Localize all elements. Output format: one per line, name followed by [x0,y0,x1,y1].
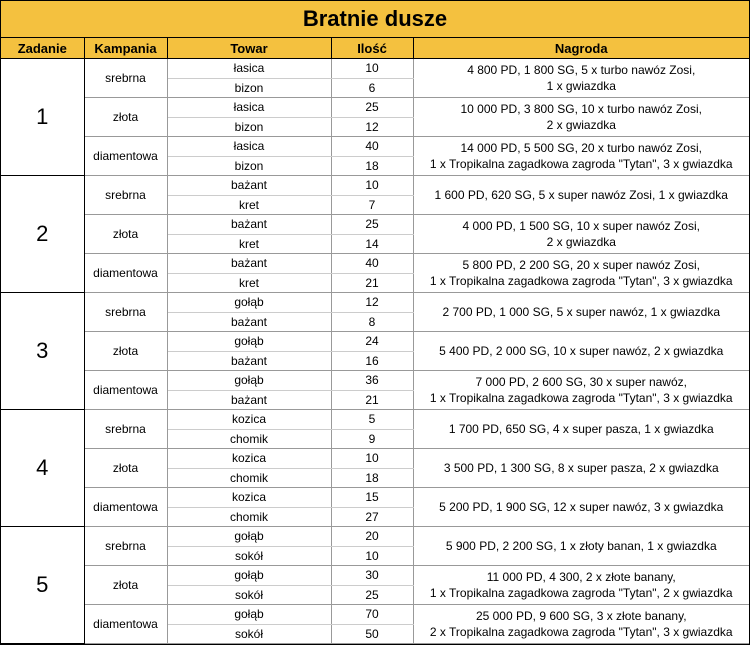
item-towar: bażant [167,176,331,196]
item-ilosc: 25 [331,585,413,605]
item-towar: gołąb [167,332,331,352]
item-ilosc: 70 [331,605,413,625]
item-ilosc: 21 [331,390,413,410]
header-ilosc: Ilość [331,38,413,59]
task-number: 2 [1,176,84,293]
reward-line: 4 000 PD, 1 500 SG, 10 x super nawóz Zosi, [462,219,700,233]
item-ilosc: 18 [331,156,413,176]
reward-cell [413,410,749,449]
reward-cell [413,98,749,137]
reward-cell [413,605,749,644]
item-towar: sokół [167,624,331,644]
header-nagroda: Nagroda [413,38,749,59]
reward-line: 1 x gwiazdka [546,79,616,93]
item-towar: łasica [167,59,331,79]
reward-line: 1 x Tropikalna zagadkowa zagroda "Tytan", 3 x gwiazdka [429,157,733,171]
header-towar: Towar [167,38,331,59]
reward-line: 5 900 PD, 2 200 SG, 1 x złoty banan, 1 x gwiazdka [445,539,717,553]
table-row [1,254,749,274]
item-towar: sokół [167,546,331,566]
item-ilosc: 9 [331,429,413,449]
item-ilosc: 8 [331,312,413,332]
task-number: 4 [1,410,84,527]
item-ilosc: 27 [331,507,413,527]
reward-line: 2 x gwiazdka [546,118,616,132]
item-towar: bizon [167,117,331,137]
item-towar: bizon [167,78,331,98]
table-row [1,410,749,430]
item-ilosc: 10 [331,59,413,79]
table-row [1,566,749,586]
item-towar: bizon [167,156,331,176]
item-ilosc: 5 [331,410,413,430]
campaign-name: srebrna [84,59,167,98]
item-towar: gołąb [167,293,331,313]
table-row [1,332,749,352]
reward-line: 2 700 PD, 1 000 SG, 5 x super nawóz, 1 x gwiazdka [442,305,720,319]
task-number: 3 [1,293,84,410]
reward-line: 5 200 PD, 1 900 SG, 12 x super nawóz, 3 x gwiazdka [439,500,724,514]
table-row [1,137,749,157]
table-row [1,488,749,508]
task-number: 1 [1,59,84,176]
item-towar: kret [167,234,331,254]
table-row [1,293,749,313]
campaign-name: diamentowa [84,605,167,644]
reward-cell [413,215,749,254]
item-towar: chomik [167,429,331,449]
item-towar: bażant [167,312,331,332]
sheet-title: Bratnie dusze [1,1,749,38]
rewards-table [1,38,749,644]
reward-cell [413,137,749,176]
reward-cell [413,371,749,410]
item-towar: kozica [167,488,331,508]
item-towar: chomik [167,507,331,527]
reward-line: 3 500 PD, 1 300 SG, 8 x super pasza, 2 x gwiazdka [443,461,719,475]
item-towar: kozica [167,410,331,430]
campaign-name: srebrna [84,176,167,215]
reward-cell [413,293,749,332]
reward-line: 1 600 PD, 620 SG, 5 x super nawóz Zosi, 1 x gwiazdka [434,188,728,202]
item-ilosc: 21 [331,273,413,293]
task-number: 5 [1,527,84,644]
campaign-name: diamentowa [84,137,167,176]
item-ilosc: 6 [331,78,413,98]
campaign-name: złota [84,449,167,488]
reward-line: 7 000 PD, 2 600 SG, 30 x super nawóz, [475,375,687,389]
reward-line: 2 x Tropikalna zagadkowa zagroda "Tytan", 3 x gwiazdka [429,625,733,639]
campaign-name: diamentowa [84,254,167,293]
campaign-name: srebrna [84,527,167,566]
table-body [1,59,749,644]
item-towar: kret [167,195,331,215]
reward-line: 1 x Tropikalna zagadkowa zagroda "Tytan", 2 x gwiazdka [429,586,733,600]
reward-line: 2 x gwiazdka [546,235,616,249]
table-row [1,59,749,79]
item-ilosc: 10 [331,449,413,469]
item-ilosc: 10 [331,176,413,196]
reward-line: 5 400 PD, 2 000 SG, 10 x super nawóz, 2 x gwiazdka [439,344,724,358]
campaign-name: złota [84,332,167,371]
reward-cell [413,527,749,566]
item-ilosc: 7 [331,195,413,215]
item-towar: bażant [167,254,331,274]
item-towar: łasica [167,137,331,157]
item-ilosc: 24 [331,332,413,352]
table-row [1,527,749,547]
table-row [1,98,749,118]
item-ilosc: 25 [331,98,413,118]
table-row [1,371,749,391]
item-towar: bażant [167,351,331,371]
reward-line: 14 000 PD, 5 500 SG, 20 x turbo nawóz Zosi, [460,141,702,155]
item-towar: kozica [167,449,331,469]
reward-line: 1 x Tropikalna zagadkowa zagroda "Tytan", 3 x gwiazdka [429,274,733,288]
item-ilosc: 14 [331,234,413,254]
item-towar: gołąb [167,605,331,625]
header-row [1,38,749,59]
reward-cell [413,176,749,215]
item-towar: gołąb [167,527,331,547]
reward-cell [413,254,749,293]
item-ilosc: 16 [331,351,413,371]
header-kampania: Kampania [84,38,167,59]
item-ilosc: 12 [331,117,413,137]
reward-line: 1 700 PD, 650 SG, 4 x super pasza, 1 x gwiazdka [448,422,714,436]
item-ilosc: 25 [331,215,413,235]
table-row [1,215,749,235]
item-ilosc: 12 [331,293,413,313]
item-ilosc: 30 [331,566,413,586]
reward-cell [413,566,749,605]
reward-cell [413,59,749,98]
reward-line: 10 000 PD, 3 800 SG, 10 x turbo nawóz Zosi, [460,102,702,116]
item-ilosc: 10 [331,546,413,566]
reward-line: 1 x Tropikalna zagadkowa zagroda "Tytan", 3 x gwiazdka [429,391,733,405]
item-towar: łasica [167,98,331,118]
table-row [1,449,749,469]
item-ilosc: 36 [331,371,413,391]
item-towar: bażant [167,390,331,410]
reward-line: 5 800 PD, 2 200 SG, 20 x super nawóz Zosi, [462,258,700,272]
reward-line: 4 800 PD, 1 800 SG, 5 x turbo nawóz Zosi, [467,63,696,77]
campaign-name: diamentowa [84,371,167,410]
item-towar: gołąb [167,566,331,586]
reward-line: 25 000 PD, 9 600 SG, 3 x złote banany, [475,609,687,623]
reward-cell [413,332,749,371]
campaign-name: srebrna [84,410,167,449]
reward-line: 11 000 PD, 4 300, 2 x złote banany, [486,570,676,584]
item-ilosc: 18 [331,468,413,488]
item-ilosc: 50 [331,624,413,644]
item-towar: gołąb [167,371,331,391]
campaign-name: złota [84,566,167,605]
item-towar: kret [167,273,331,293]
item-ilosc: 40 [331,254,413,274]
item-ilosc: 40 [331,137,413,157]
header-zadanie: Zadanie [1,38,84,59]
reward-cell [413,488,749,527]
item-ilosc: 15 [331,488,413,508]
table-row [1,605,749,625]
item-towar: sokół [167,585,331,605]
campaign-name: złota [84,215,167,254]
table-row [1,176,749,196]
campaign-name: srebrna [84,293,167,332]
campaign-name: diamentowa [84,488,167,527]
item-towar: bażant [167,215,331,235]
reward-cell [413,449,749,488]
item-towar: chomik [167,468,331,488]
item-ilosc: 20 [331,527,413,547]
campaign-name: złota [84,98,167,137]
